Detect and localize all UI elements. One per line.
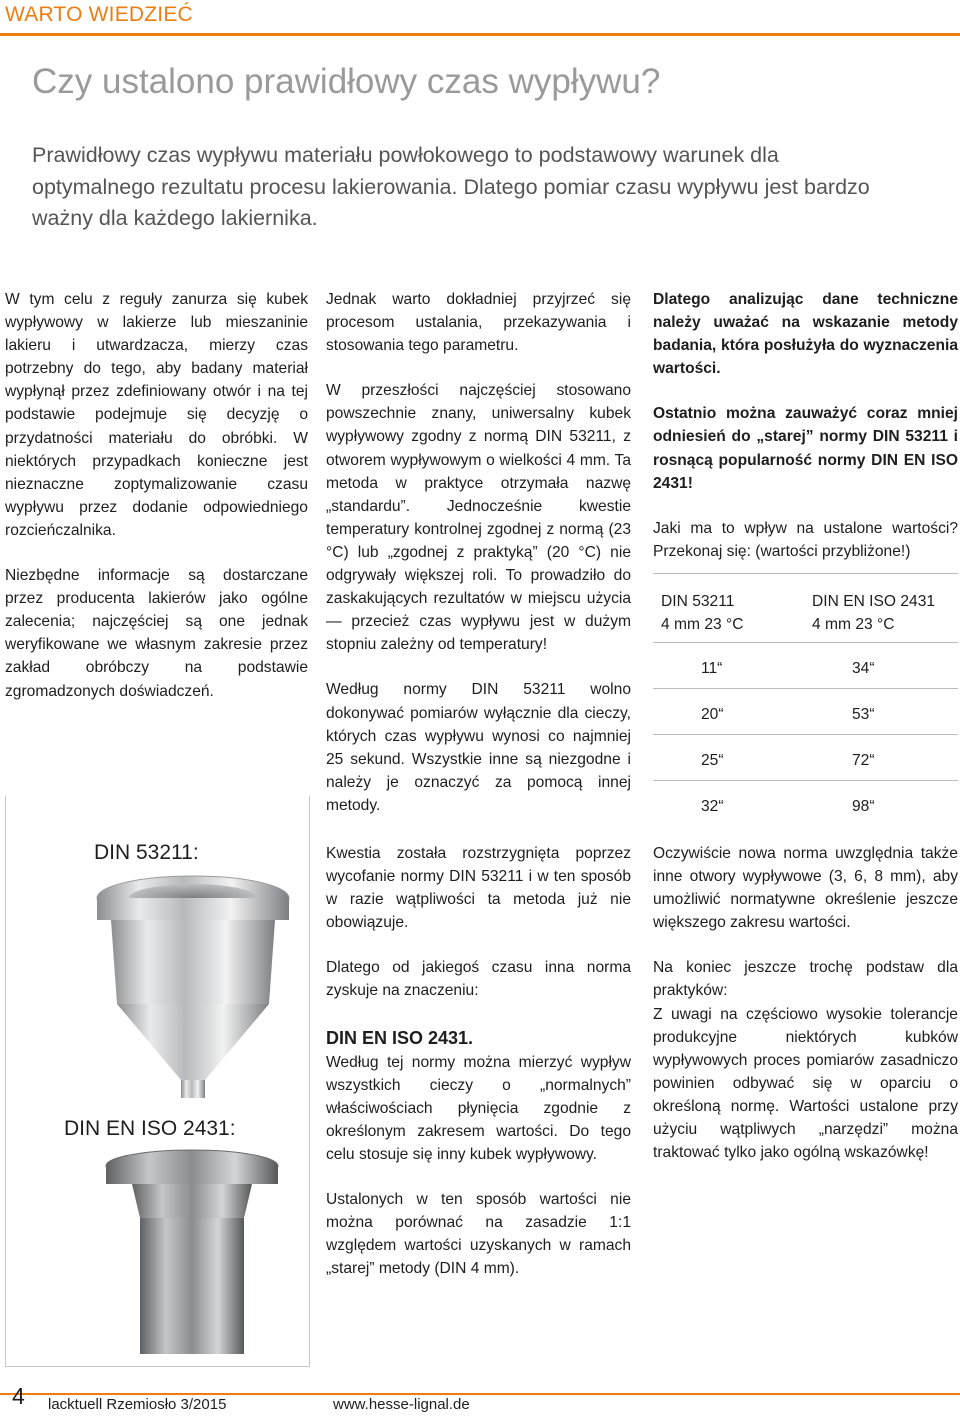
table-cell: 20“ xyxy=(701,706,724,723)
table-cell: 72“ xyxy=(852,752,875,769)
intro-lead xyxy=(32,140,872,235)
footer-rule xyxy=(0,1393,960,1395)
table-cell: 53“ xyxy=(852,706,875,723)
iso-cup-image xyxy=(102,1148,282,1358)
header-rule xyxy=(0,33,960,36)
table-cell: 25“ xyxy=(701,752,724,769)
intro-paragraph: Prawidłowy czas wypływu materiału powłokowego to podstawowy warunek dla optymalnego rezultatu procesu lakierowania. Dlatego pomiar czasu wypływu jest bardzo ważny dla każdego lakiernika. xyxy=(32,143,870,230)
col2b-heading: DIN EN ISO 2431. xyxy=(326,1027,474,1048)
table-cell: 98“ xyxy=(852,798,875,815)
table-header-iso-line1: DIN EN ISO 2431 xyxy=(812,593,936,610)
col3-paragraph-2: Ostatnio można zauważyć coraz mniej odniesień do „starej” normy DIN 53211 i rosnącą popularność normy DIN EN ISO 2431! xyxy=(653,405,958,492)
col2-paragraph-1: Jednak warto dokładniej przyjrzeć się procesom ustalania, przekazywania i stosowania tego parametru. xyxy=(326,291,631,355)
cup-label-iso: DIN EN ISO 2431: xyxy=(64,1117,236,1140)
table-header-iso xyxy=(812,590,935,636)
col3-paragraph-1: Dlatego analizując dane techniczne należy uważać na wskazanie metody badania, która posłużyła do wyznaczenia wartości. xyxy=(653,291,958,378)
col2b-paragraph-3: Według tej normy można mierzyć wypływ wszystkich cieczy o „normalnych” właściwościach płynięcia zgodnie z określonym zakresem wartości. Do tego celu stosuje się inny kubek wypływowy. xyxy=(326,1053,631,1163)
column-3-bottom xyxy=(653,842,958,1186)
table-header-din-line2: 4 mm 23 °C xyxy=(661,616,744,633)
table-row xyxy=(653,642,958,688)
col3b-paragraph-2a: Na koniec jeszcze trochę podstaw dla praktyków: xyxy=(653,959,958,1000)
col2-paragraph-2: W przeszłości najczęściej stosowano powszechnie znany, uniwersalny kubek wypływowy zgodny z normą DIN 53211, z otworem wypływowym o wielkości 4 mm. Ta metoda w praktyce otrzymała nazwę „standardu”. Jednocześnie kwestie temperatury kontrolnej zgodnej z normą (23 °C) lub „zgodnej z praktyką” (20 °C) nie odgrywały większej roli. To prowadziło do zaskakujących rezultatów w miejscu użycia — przecież czas wypływu jest w dużym stopniu zależny od temperatury! xyxy=(326,382,631,654)
column-2-bottom xyxy=(326,842,631,1302)
table-row xyxy=(653,688,958,734)
table-cell: 32“ xyxy=(701,798,724,815)
magazine-name: lacktuell Rzemiosło 3/2015 xyxy=(48,1396,227,1413)
col3b-paragraph-1: Oczywiście nowa norma uwzględnia także inne otwory wypływowe (3, 6, 8 mm), aby umożliwić normatywne określenie jeszcze większego zakresu wartości. xyxy=(653,845,958,932)
column-2 xyxy=(326,288,631,839)
table-cell: 11“ xyxy=(701,660,723,677)
table-header xyxy=(653,573,958,642)
table-header-din xyxy=(661,590,744,636)
col1-paragraph-2: Niezbędne informacje są dostarczane przez producenta lakierów jako ogólne zalecenia; najczęściej są one jednak weryfikowane we własnym zakresie przez zakład obróbczy na podstawie zgromadzonych doświadczeń. xyxy=(5,567,308,700)
cup-label-din: DIN 53211: xyxy=(94,841,199,864)
col2-paragraph-3: Według normy DIN 53211 wolno dokonywać pomiarów wyłącznie dla cieczy, których czas wypływu wynosi co najmniej 25 sekund. Wszystkie inne są niezgodne i należy je oznaczyć za pomocą innej metody. xyxy=(326,681,631,814)
table-row xyxy=(653,780,958,826)
table-row xyxy=(653,734,958,780)
table-header-iso-line2: 4 mm 23 °C xyxy=(812,616,895,633)
page-number: 4 xyxy=(12,1383,25,1409)
website-link[interactable]: www.hesse-lignal.de xyxy=(333,1396,470,1413)
column-3 xyxy=(653,288,958,585)
col2b-paragraph-2: Dlatego od jakiegoś czasu inna norma zyskuje na znaczeniu: xyxy=(326,959,631,1000)
din-cup-image xyxy=(93,874,293,1102)
table-header-din-line1: DIN 53211 xyxy=(661,593,735,610)
col1-paragraph-1: W tym celu z reguły zanurza się kubek wypływowy w lakierze lub mieszaninie lakieru i utwardzacza, mierzy czas potrzebny do tego, aby badany materiał wypłynął przez zdefiniowany otwór i na tej podstawie podejmuje się decyzję o przydatności materiału do obróbki. W niektórych przypadkach konieczne jest nieznaczne zoptymalizowanie czasu wypływu przez dodanie odpowiedniego rozcieńczalnika. xyxy=(5,291,308,539)
section-tag: WARTO WIEDZIEĆ xyxy=(5,3,193,26)
col2b-paragraph-1: Kwestia została rozstrzygnięta poprzez wycofanie normy DIN 53211 i w ten sposób w razie wątpliwości ta metoda już nie obowiązuje. xyxy=(326,845,631,932)
col2b-paragraph-4: Ustalonych w ten sposób wartości nie można porównać na zasadzie 1:1 względem wartości uzyskanych w ramach „starej” metody (DIN 4 mm). xyxy=(326,1191,631,1278)
page-title: Czy ustalono prawidłowy czas wypływu? xyxy=(32,62,661,101)
column-1 xyxy=(5,288,308,725)
table-cell: 34“ xyxy=(852,660,875,677)
col3b-paragraph-2b: Z uwagi na częściowo wysokie tolerancje produkcyjne niektórych kubków wypływowych proces pomiarów zasadniczo powinien odbywać się w oparciu o określoną normę. Wartości ustalone przy użyciu wątpliwych „narzędzi” można traktować tylko jako ogólną wskazówkę! xyxy=(653,1005,958,1162)
col3-paragraph-3: Jaki ma to wpływ na ustalone wartości? Przekonaj się: (wartości przybliżone!) xyxy=(653,519,958,560)
flow-time-table xyxy=(653,573,958,826)
